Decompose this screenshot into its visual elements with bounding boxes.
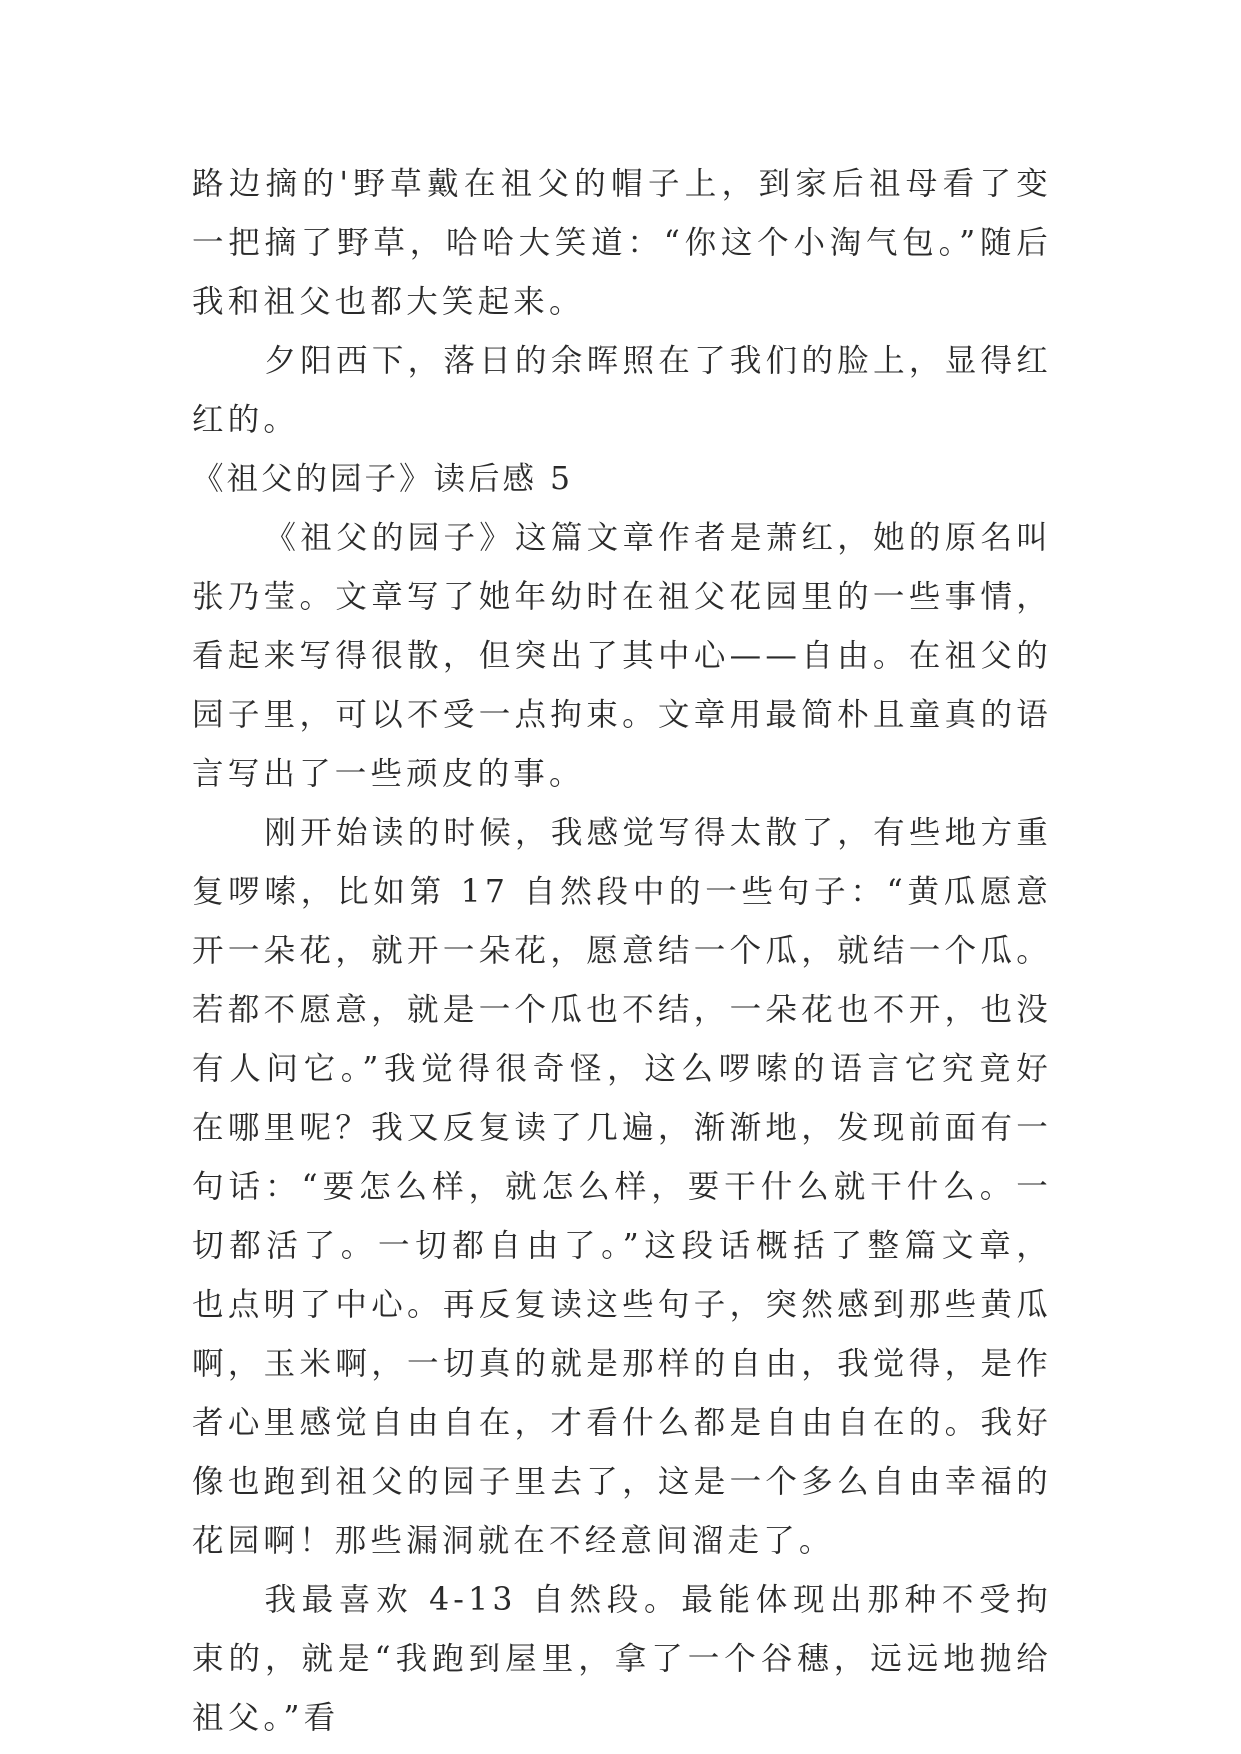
paragraph-reading-impression: 刚开始读的时候，我感觉写得太散了，有些地方重复啰嗦，比如第 17 自然段中的一些句子：“黄瓜愿意开一朵花，就开一朵花，愿意结一个瓜，就结一个瓜。若都不愿意，就是一个瓜也不结，一朵花也不开，也没有人问它。”我觉得很奇怪，这么啰嗦的语言它究竟好在哪里呢？我又反复读了几遍，渐渐地，发现前面有一句话：“要怎么样，就怎么样，要干什么就干什么。一切都活了。一切都自由了。”这段话概括了整篇文章，也点明了中心。再反复读这些句子，突然感到那些黄瓜啊，玉米啊，一切真的就是那样的自由，我觉得，是作者心里感觉自由自在，才看什么都是自由自在的。我好像也跑到祖父的园子里去了，这是一个多么自由幸福的花园啊！那些漏洞就在不经意间溜走了。 xyxy=(192,815,1052,1559)
section-heading: 《祖父的园子》读后感 5 xyxy=(192,461,574,497)
paragraph-sunset: 夕阳西下，落日的余晖照在了我们的脸上，显得红红的。 xyxy=(192,343,1052,438)
paragraph-intro: 《祖父的园子》这篇文章作者是萧红，她的原名叫张乃莹。文章写了她年幼时在祖父花园里的一些事情，看起来写得很散，但突出了其中心——自由。在祖父的园子里，可以不受一点拘束。文章用最简朴且童真的语言写出了一些顽皮的事。 xyxy=(192,520,1052,792)
paragraph-continuation: 路边摘的'野草戴在祖父的帽子上，到家后祖母看了变一把摘了野草，哈哈大笑道：“你这个小淘气包。”随后我和祖父也都大笑起来。 xyxy=(192,166,1052,320)
document-body xyxy=(192,155,1052,1748)
paragraph-favorite-section: 我最喜欢 4-13 自然段。最能体现出那种不受拘束的，就是“我跑到屋里，拿了一个谷穗，远远地抛给祖父。”看 xyxy=(192,1582,1052,1736)
